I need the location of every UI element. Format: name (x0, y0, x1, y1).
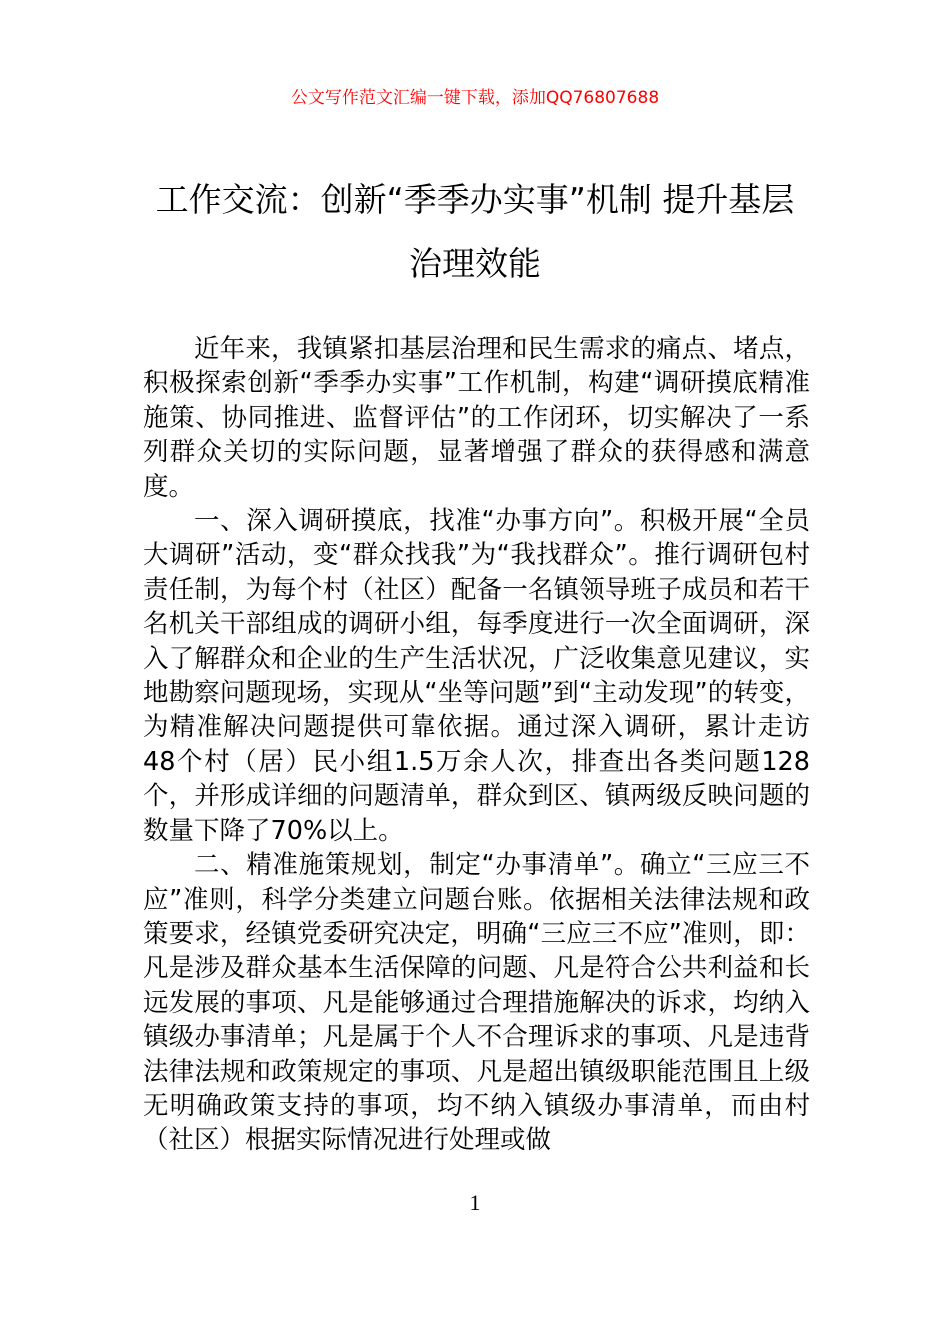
section-2-heading: 二、精准施策规划，制定“办事清单”。 (194, 850, 640, 881)
document-body (143, 332, 810, 1158)
section-1-body: 积极开展“全员大调研”活动，变“群众找我”为“我找群众”。推行调研包村责任制，为每个村（社区）配备一名镇领导班子成员和若干名机关干部组成的调研小组，每季度进行一次全面调研，深入了解群众和企业的生产生活状况，广泛收集意见建议，实地勘察问题现场，实现从“坐等问题”到“主动发现”的转变，为精准解决问题提供可靠依据。通过深入调研，累计走访48个村（居）民小组1.5万余人次，排查出各类问题128个，并形成详细的问题清单，群众到区、镇两级反映问题的数量下降了70%以上。 (143, 506, 810, 846)
paragraph-section-1 (143, 504, 810, 848)
paragraph-section-2 (143, 848, 810, 1158)
section-1-heading: 一、深入调研摸底，找准“办事方向”。 (194, 506, 640, 537)
header-download-note: 公文写作范文汇编一键下载，添加QQ76807688 (290, 88, 660, 108)
section-2-body: 确立“三应三不应”准则，科学分类建立问题台账。依据相关法律法规和政策要求，经镇党委研究决定，明确“三应三不应”准则，即：凡是涉及群众基本生活保障的问题、凡是符合公共利益和长远发展的事项、凡是能够通过合理措施解决的诉求，均纳入镇级办事清单；凡是属于个人不合理诉求的事项、凡是违背法律法规和政策规定的事项、凡是超出镇级职能范围且上级无明确政策支持的事项，均不纳入镇级办事清单，而由村（社区）根据实际情况进行处理或做 (143, 850, 810, 1156)
paragraph-intro: 近年来，我镇紧扣基层治理和民生需求的痛点、堵点，积极探索创新“季季办实事”工作机制，构建“调研摸底精准施策、协同推进、监督评估”的工作闭环，切实解决了一系列群众关切的实际问题，显著增强了群众的获得感和满意度。 (143, 334, 810, 502)
document-title: 工作交流：创新“季季办实事”机制 提升基层治理效能 (155, 180, 795, 283)
page-number: 1 (469, 1190, 481, 1215)
